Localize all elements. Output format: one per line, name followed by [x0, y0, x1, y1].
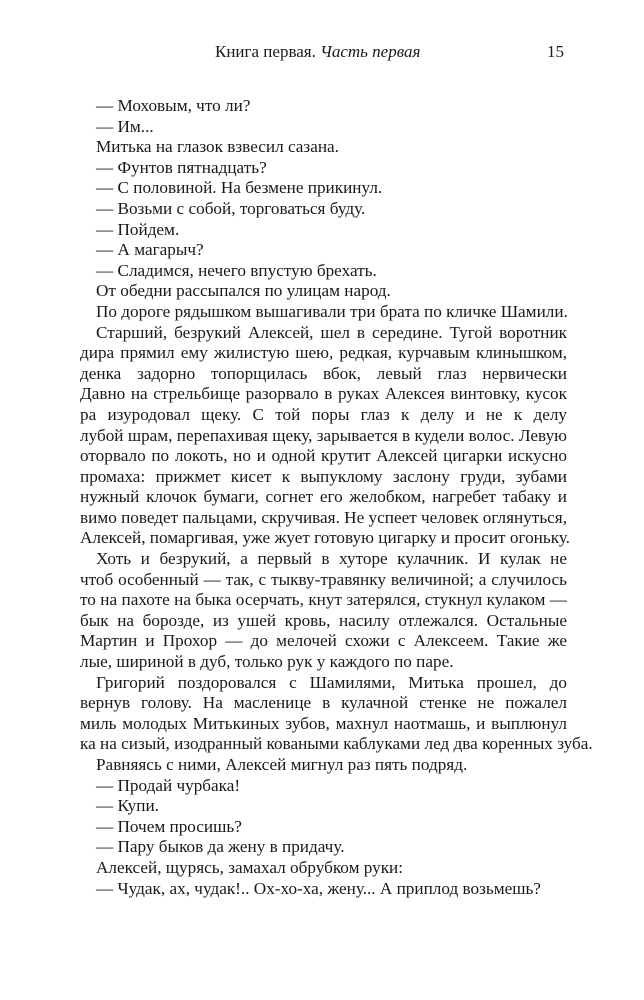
text-line: миль молодых Митькиных зубов, махнул наотмашь, и выплюнул — [80, 713, 567, 733]
text-line: чтоб особенный — так, с тыкву-травянку величиной; а случилось — [80, 569, 567, 589]
text-line: нужный клочок бумаги, согнет его желобком, нагребет табаку и — [80, 487, 567, 507]
text-line: По дороге рядышком вышагивали три брата по кличке Шамили. — [96, 301, 568, 321]
text-line: — Купи. — [96, 796, 159, 816]
text-line: лые, шириной в дуб, только рук у каждого по паре. — [80, 652, 454, 672]
text-line: — Почем просишь? — [96, 816, 242, 836]
text-line: — Им... — [96, 116, 154, 136]
text-line: вернув голову. На масленице в кулачной стенке не пожалел — [80, 693, 567, 713]
text-line: промаха: прижмет кисет к выпуклому заслону груди, зубами — [80, 466, 567, 486]
text-line: денка задорно топорщилась вбок, левый глаз нервически — [80, 363, 567, 383]
text-line: — С половиной. На безмене прикинул. — [96, 178, 383, 198]
body-text — [80, 96, 593, 899]
text-line: — Сладимся, нечего впустую брехать. — [96, 260, 377, 280]
text-line: вимо поведет пальцами, скручивая. Не успеет человек оглянуться, — [80, 507, 567, 527]
text-line: Равняясь с ними, Алексей мигнул раз пять подряд. — [96, 755, 468, 774]
text-line: От обедни рассыпался по улицам народ. — [96, 281, 391, 301]
text-line: — Пойдем. — [96, 219, 180, 239]
part-title: Часть первая — [320, 42, 421, 61]
text-line: ка на сизый, изодранный коваными каблуками лед два коренных зуба. — [80, 734, 593, 754]
text-line: Митька на глазок взвесил сазана. — [96, 137, 339, 157]
text-line: — А магарыч? — [96, 240, 204, 260]
text-line: ра изуродовал щеку. С той поры глаз к делу и не к делу — [80, 404, 567, 424]
text-line: лубой шрам, перепахивая щеку, зарывается в кудели волос. Левую — [80, 425, 567, 445]
text-line: — Продай чурбака! — [96, 775, 241, 795]
text-line: Давно на стрельбище разорвало в руках Алексея винтовку, кусок — [80, 384, 567, 404]
book-title: Книга первая. — [215, 42, 316, 61]
header-title — [215, 42, 420, 62]
page-number: 15 — [547, 42, 564, 61]
text-line: Старший, безрукий Алексей, шел в середине. Тугой воротник — [96, 322, 567, 342]
text-line: Хоть и безрукий, а первый в хуторе кулачник. И кулак не — [96, 549, 567, 569]
text-line: — Моховым, что ли? — [96, 96, 251, 115]
text-line: — Пару быков да жену в придачу. — [96, 837, 345, 857]
running-header — [0, 42, 644, 68]
text-line: дира прямил ему жилистую шею, редкая, курчавым клинышком, — [80, 343, 567, 363]
text-line: оторвало по локоть, но и одной крутит Алексей цигарки искусно — [80, 446, 567, 466]
text-line: то на пахоте на быка осерчать, кнут затерялся, стукнул кулаком — — [80, 590, 567, 610]
text-line: Григорий поздоровался с Шамилями, Митька прошел, до — [96, 672, 567, 692]
text-line: Алексей, щурясь, замахал обрубком руки: — [96, 857, 404, 877]
text-line: бык на борозде, из ушей кровь, насилу отлежался. Остальные — [80, 610, 567, 630]
text-line: Мартин и Прохор — до мелочей схожи с Алексеем. Такие же — [80, 631, 567, 651]
text-line: — Чудак, ах, чудак!.. Ох-хо-ха, жену... А приплод возьмешь? — [96, 878, 541, 898]
text-line: — Фунтов пятнадцать? — [96, 157, 267, 177]
text-line: — Возьми с собой, торговаться буду. — [96, 198, 366, 218]
text-line: Алексей, помаргивая, уже жует готовую цигарку и просит огоньку. — [80, 528, 570, 548]
